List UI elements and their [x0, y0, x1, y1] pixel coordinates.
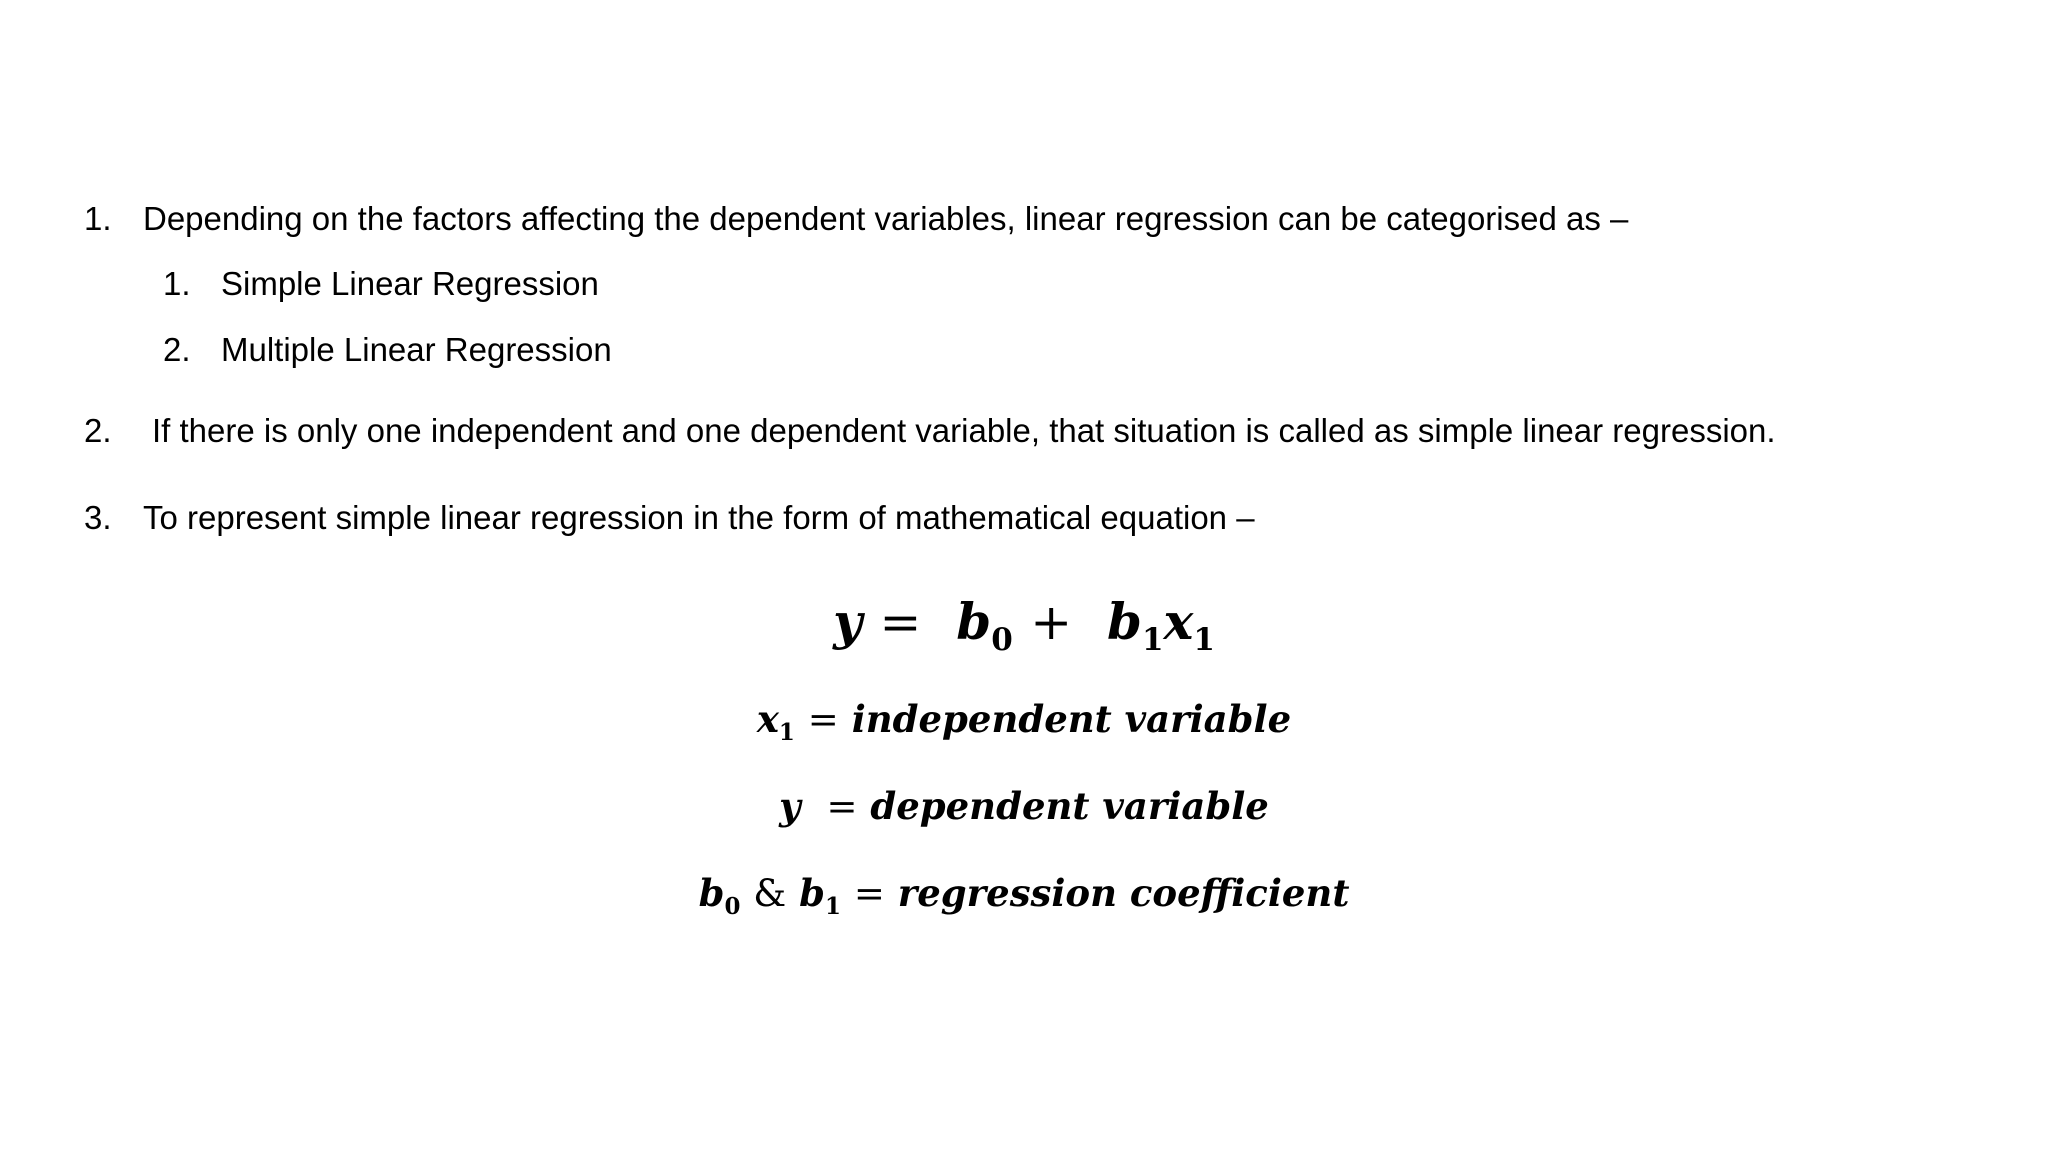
def-y-meaning: dependent variable: [870, 784, 1269, 828]
regression-equation: [0, 592, 2048, 658]
def-y-symbol: y: [779, 784, 801, 828]
sublist-item-multiple: Multiple Linear Regression: [221, 331, 612, 368]
list-number-2: 2.: [84, 412, 112, 449]
def-x1-equals: =: [807, 698, 839, 741]
def-x1-meaning: independent variable: [851, 697, 1292, 741]
eq-b1: $b_1$: [1106, 592, 1164, 658]
list-item-2-text: If there is only one independent and one dependent variable, that situation is called as simple linear regression.: [152, 412, 1776, 449]
sublist-number-2: 2.: [163, 331, 191, 368]
eq-equals: =: [879, 593, 922, 651]
list-item-1-text: Depending on the factors affecting the dependent variables, linear regression can be categorised as –: [143, 200, 1629, 237]
definition-y: [0, 783, 2048, 830]
definition-coefficients: [0, 870, 2048, 921]
list-item-3-text: To represent simple linear regression in the form of mathematical equation –: [143, 499, 1255, 536]
list-number-3: 3.: [84, 499, 112, 536]
definition-x1: [0, 696, 2048, 747]
def-x1-symbol: $x_1$: [756, 697, 795, 747]
eq-x1: $x_1$: [1163, 592, 1215, 658]
eq-b0: $b_0$: [956, 592, 1013, 658]
sublist-item-simple: Simple Linear Regression: [221, 265, 599, 302]
sublist-number-1: 1.: [163, 265, 191, 302]
def-b1-symbol: $b_1$: [799, 871, 841, 921]
eq-plus: +: [1030, 593, 1073, 651]
eq-y: y: [833, 592, 863, 651]
def-coef-meaning: regression coefficient: [897, 871, 1350, 915]
def-ampersand: &: [753, 872, 787, 915]
list-number-1: 1.: [84, 200, 112, 237]
def-coef-equals: =: [853, 872, 885, 915]
def-y-equals: =: [826, 785, 858, 828]
def-b0-symbol: $b_0$: [698, 871, 741, 921]
